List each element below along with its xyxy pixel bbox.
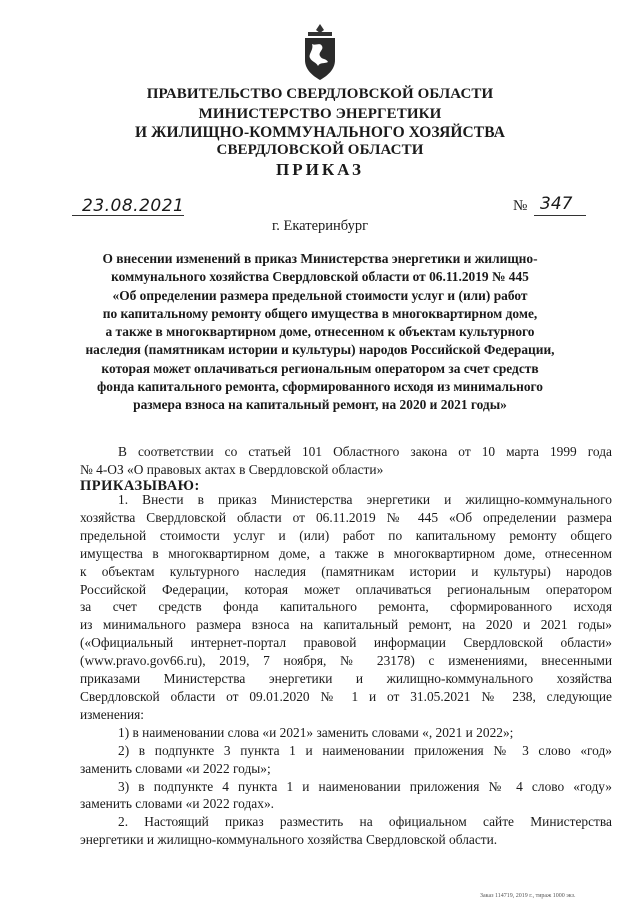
title-line: наследия (памятникам истории и культуры) народов Российской Федерации, [85,342,555,358]
body-line: за счет средств фонда капитального ремонта, сформированного исходя [80,599,612,615]
title-line: по капитальному ремонту общего имущества в многоквартирном доме, [102,305,538,321]
government-name: ПРАВИТЕЛЬСТВО СВЕРДЛОВСКОЙ ОБЛАСТИ [146,86,494,102]
body-line: Российской Федерации, которая может оплачиваться региональным оператором [80,581,612,597]
ministry-name-line2: И ЖИЛИЩНО-КОММУНАЛЬНОГО ХОЗЯЙСТВА [134,124,506,141]
body-line: заменить словами «и 2022 годах». [80,796,274,812]
title-line: коммунального хозяйства Свердловской области от 06.11.2019 № 445 [111,269,529,285]
body-line: предельной стоимости услуг и (или) работ по капитальному ремонту общего [80,527,612,543]
body-line: из минимального размера взноса на капитальный ремонт, на 2020 и 2021 годы» [80,617,612,633]
body-line: 2. Настоящий приказ разместить на официальном сайте Министерства [118,814,612,830]
region-name: СВЕРДЛОВСКОЙ ОБЛАСТИ [216,142,424,158]
city-name: г. Екатеринбург [271,218,369,234]
body-line: («Официальный интернет-портал правовой информации Свердловской области» [80,635,612,651]
order-number: 347 [540,194,573,214]
order-body [80,491,612,849]
number-sign: № [513,198,528,214]
body-line: (www.pravo.gov66.ru), 2019, 7 ноября, № 23178) с изменениями, внесенными [80,653,612,669]
date-underline [72,215,184,216]
title-line: фонда капитального ремонта, сформированного исходя из минимального [97,379,543,395]
title-line: а также в многоквартирном доме, отнесенном к объектам культурного [105,324,535,340]
order-date: 23.08.2021 [82,196,185,216]
body-line: заменить словами «и 2022 годы»; [80,760,271,776]
preamble-line: № 4-ОЗ «О правовых актах в Свердловской области» [80,461,384,477]
title-line: «Об определении размера предельной стоимости услуг и (или) работ [112,287,528,303]
body-line: энергетики и жилищно-коммунального хозяйства Свердловской области. [80,832,498,848]
body-line: имущества в многоквартирном доме, а также в многоквартирном доме, отнесенном [80,545,612,561]
ministry-name-line1: МИНИСТЕРСТВО ЭНЕРГЕТИКИ [198,106,442,122]
order-word: ПРИКАЗЫВАЮ: [80,478,200,494]
document-type: ПРИКАЗ [276,160,364,179]
body-line: 1. Внести в приказ Министерства энергетики и жилищно-коммунального [118,492,612,507]
body-line: 1) в наименовании слова «и 2021» заменить словами «, 2021 и 2022»; [118,724,514,740]
body-line: 2) в подпункте 3 пункта 1 и наименовании приложения № 3 слово «год» [118,742,612,758]
coat-of-arms-icon [300,22,340,82]
title-line: размера взноса на капитальный ремонт, на 2020 и 2021 годы» [133,397,507,413]
order-title [60,250,580,415]
title-line: О внесении изменений в приказ Министерства энергетики и жилищно- [102,251,538,266]
number-underline [534,215,586,216]
body-line: хозяйства Свердловской области от 06.11.2019 № 445 «Об определении размера [80,509,612,525]
body-line: изменения: [80,706,145,722]
preamble-line: В соответствии со статьей 101 Областного закона от 10 марта 1999 года [118,444,612,459]
body-line: Свердловской области от 09.01.2020 № 1 и от 31.05.2021 № 238, следующие [80,688,612,704]
body-line: 3) в подпункте 4 пункта 1 и наименовании приложения № 4 слово «году» [118,778,612,794]
body-line: к объектам культурного наследия (памятникам истории и культуры) народов [80,563,612,579]
preamble [80,443,612,479]
body-line: приказами Министерства энергетики и жилищно-коммунального хозяйства [80,671,612,687]
title-line: которая может оплачиваться региональным оператором за счет средств [101,360,539,376]
print-footer: Заказ 114719, 2019 г., тираж 1000 экз. [480,893,576,899]
